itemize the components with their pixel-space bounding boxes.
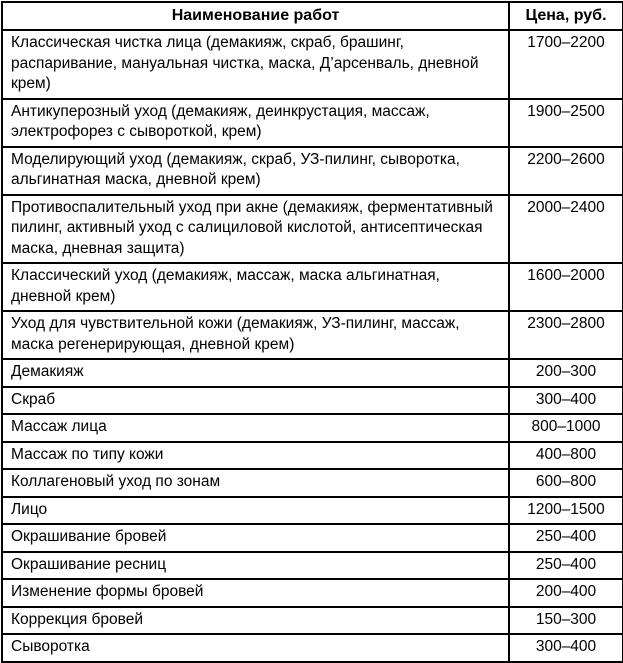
price-cell: 300–400 <box>509 387 623 415</box>
service-name-cell: Моделирующий уход (демакияж, скраб, УЗ-пилинг, сыворотка, альгинатная маска, дневной крем) <box>2 147 509 195</box>
price-cell: 800–1000 <box>509 414 623 442</box>
price-cell: 200–300 <box>509 359 623 387</box>
table-row <box>2 414 623 442</box>
table-row <box>2 147 623 195</box>
price-cell: 1700–2200 <box>509 30 623 99</box>
service-name-cell: Сыворотка <box>2 634 509 662</box>
service-name-cell: Лицо <box>2 497 509 525</box>
service-name-cell: Коррекция бровей <box>2 607 509 635</box>
price-cell: 300–400 <box>509 634 623 662</box>
service-name-cell: Массаж по типу кожи <box>2 442 509 470</box>
service-name-cell: Классическая чистка лица (демакияж, скраб, брашинг, распаривание, мануальная чистка, маска, Д’арсенваль, дневной крем) <box>2 30 509 99</box>
price-cell: 2000–2400 <box>509 195 623 264</box>
price-cell: 150–300 <box>509 607 623 635</box>
price-cell: 400–800 <box>509 442 623 470</box>
header-row <box>2 2 623 30</box>
price-cell: 1600–2000 <box>509 263 623 311</box>
service-name-cell: Классический уход (демакияж, массаж, маска альгинатная, дневной крем) <box>2 263 509 311</box>
table-row <box>2 524 623 552</box>
table-row <box>2 311 623 359</box>
service-name-cell: Демакияж <box>2 359 509 387</box>
price-table-body <box>2 30 623 662</box>
price-table-header <box>2 2 623 30</box>
service-name-cell: Противоспалительный уход при акне (демакияж, ферментативный пилинг, активный уход с салициловой кислотой, антисептическая маска, дневная защита) <box>2 195 509 264</box>
price-cell: 1900–2500 <box>509 99 623 147</box>
table-row <box>2 359 623 387</box>
table-row <box>2 263 623 311</box>
table-row <box>2 607 623 635</box>
column-header-price: Цена, руб. <box>509 2 623 30</box>
service-name-cell: Массаж лица <box>2 414 509 442</box>
service-name-cell: Скраб <box>2 387 509 415</box>
price-cell: 200–400 <box>509 579 623 607</box>
service-name-cell: Окрашивание ресниц <box>2 552 509 580</box>
service-name-cell: Окрашивание бровей <box>2 524 509 552</box>
price-cell: 600–800 <box>509 469 623 497</box>
table-row <box>2 469 623 497</box>
service-name-cell: Изменение формы бровей <box>2 579 509 607</box>
price-cell: 250–400 <box>509 524 623 552</box>
price-cell: 2200–2600 <box>509 147 623 195</box>
table-row <box>2 387 623 415</box>
table-row <box>2 634 623 662</box>
service-name-cell: Уход для чувствительной кожи (демакияж, УЗ-пилинг, массаж, маска регенерирующая, дневной крем) <box>2 311 509 359</box>
table-row <box>2 99 623 147</box>
table-row <box>2 552 623 580</box>
price-cell: 1200–1500 <box>509 497 623 525</box>
table-row <box>2 30 623 99</box>
column-header-service-name: Наименование работ <box>2 2 509 30</box>
price-cell: 2300–2800 <box>509 311 623 359</box>
price-table <box>1 1 623 663</box>
table-row <box>2 442 623 470</box>
table-row <box>2 579 623 607</box>
service-name-cell: Коллагеновый уход по зонам <box>2 469 509 497</box>
table-row <box>2 497 623 525</box>
service-name-cell: Антикуперозный уход (демакияж, деинкрустация, массаж, электрофорез с сывороткой, крем) <box>2 99 509 147</box>
price-cell: 250–400 <box>509 552 623 580</box>
table-row <box>2 195 623 264</box>
